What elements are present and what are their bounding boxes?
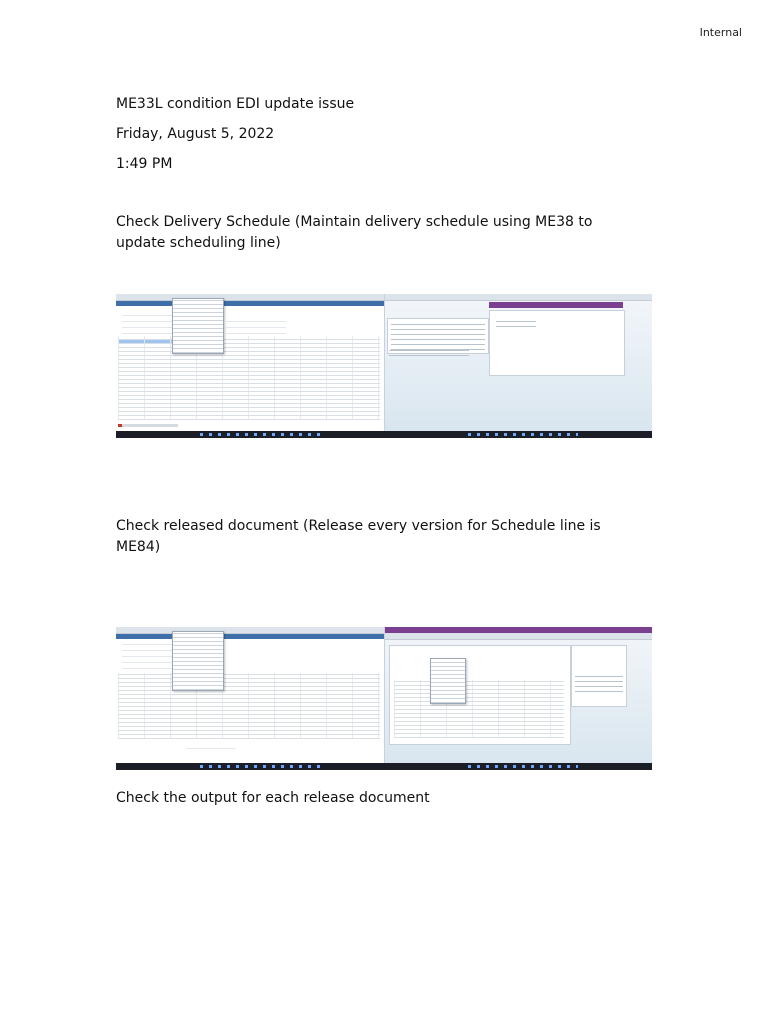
- paragraph-delivery-schedule: Check Delivery Schedule (Maintain delivery schedule using ME38 to update scheduling line): [116, 214, 593, 251]
- paragraph-check-output: Check the output for each release document: [116, 790, 430, 806]
- paragraph-released-document: Check released document (Release every version for Schedule line is ME84): [116, 518, 601, 555]
- sap-menu-bar: [116, 301, 384, 306]
- sap-status-bar: [118, 424, 178, 427]
- sap-schedule-table: [118, 336, 380, 420]
- sap-context-menu: [172, 298, 224, 354]
- onenote-side-panel: [571, 645, 627, 707]
- onenote-tabs: [385, 633, 652, 640]
- onenote-window-right: [385, 294, 652, 431]
- sap-footer-fields: [186, 743, 236, 749]
- sap-window-left-2: [116, 627, 385, 763]
- embedded-sap-panel: [389, 645, 571, 745]
- sap-release-table: [118, 673, 380, 739]
- sap-context-menu-2: [172, 631, 224, 691]
- onenote-ribbon: [489, 302, 623, 308]
- embedded-toolbar: [389, 350, 469, 356]
- sap-title-bar: [116, 294, 384, 301]
- embedded-table-panel: [387, 318, 489, 354]
- note-date: Friday, August 5, 2022: [116, 126, 275, 142]
- sap-title-bar-2: [116, 627, 384, 634]
- windows-taskbar-2: [116, 763, 652, 770]
- sap-window-left: [116, 294, 385, 431]
- onenote-title-bar: [385, 294, 652, 301]
- screenshot-release-document: [116, 627, 652, 770]
- onenote-window-right-2: [385, 627, 652, 763]
- sap-date-fields: [226, 320, 286, 334]
- note-title: ME33L condition EDI update issue: [116, 96, 355, 112]
- onenote-page: [489, 310, 625, 376]
- windows-taskbar: [116, 431, 652, 438]
- classification-label: Internal: [699, 26, 742, 39]
- sap-menu-bar-2: [116, 634, 384, 639]
- note-time: 1:49 PM: [116, 156, 173, 172]
- screenshot-delivery-schedule: [116, 294, 652, 438]
